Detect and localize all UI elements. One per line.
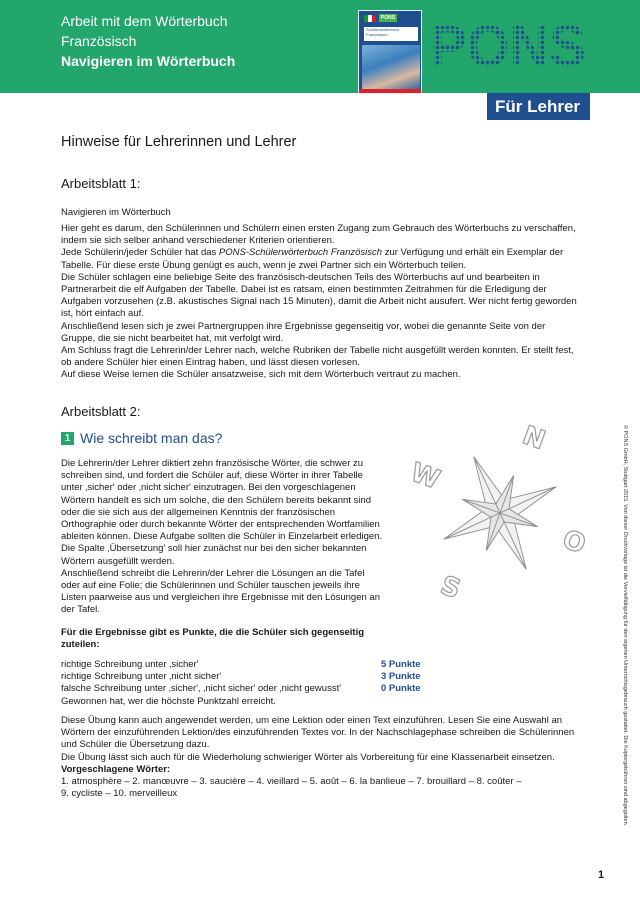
points-row	[61, 659, 441, 671]
sheet2-p4: Die Übung lässt sich auch für die Wiederholung schwieriger Wörter als Vorbereitung für eine Klassenarbeit einsetzen.	[61, 751, 555, 763]
task-title: Wie schreibt man das?	[80, 430, 223, 447]
compass-w: W	[406, 457, 444, 496]
french-flag-icon	[364, 15, 376, 22]
points-heading: Für die Ergebnisse gibt es Punkte, die die Schüler sich gegenseitig zuteilen:	[61, 627, 365, 651]
sheet1-subheading: Navigieren im Wörterbuch	[61, 207, 171, 218]
compass-n: N	[518, 420, 550, 457]
points-label: richtige Schreibung unter ‚nicht sicher'	[61, 671, 222, 683]
page-title: Hinweise für Lehrerinnen und Lehrer	[61, 134, 297, 150]
points-footer: Gewonnen hat, wer die höchste Punktzahl erreicht.	[61, 695, 276, 707]
task-heading	[61, 432, 222, 445]
points-value: 5 Punkte	[381, 659, 421, 670]
compass-s: S	[436, 570, 465, 606]
points-label: richtige Schreibung unter ‚sicher'	[61, 659, 199, 670]
sheet1-p3: Die Schüler schlagen eine beliebige Seite des französisch-deutschen Teils des Wörterbuchs auf und bearbeiten in Partnerarbeit die elf Aufgaben der Tabelle. Dabei ist es ratsam, einen bestimmten Zeitrahmen für die Erledigung der Aufgaben vorzusehen (z.B. akustisches Signal nach 15 Minuten), damit die Arbeit nicht ausufert. Wer nicht fertig geworden ist, hört einfach auf.	[61, 271, 577, 320]
header-line-3: Navigieren im Wörterbuch	[61, 53, 236, 69]
compass-o: O	[558, 524, 590, 561]
pons-logo	[430, 20, 588, 72]
points-value: 3 Punkte	[381, 671, 421, 683]
book-title-box	[364, 27, 418, 41]
sheet2-text	[61, 458, 383, 617]
sheet1-p6: Auf diese Weise lernen die Schüler ansatzweise, sich mit dem Wörterbuch vertraut zu machen.	[61, 369, 461, 381]
sheet1-p2-a: Jede Schülerin/jeder Schüler hat das	[61, 247, 219, 259]
task-number-badge: 1	[61, 432, 74, 445]
words-line-1: 1. atmosphère – 2. manœuvre – 3. saucière – 4. vieillard – 5. août – 6. la banlieue – 7. brouillard – 8. coûter –	[61, 776, 522, 788]
page-number: 1	[598, 869, 605, 881]
audience-label: Für Lehrer	[487, 93, 590, 120]
words-line-2: 9. cycliste – 10. merveilleux	[61, 788, 178, 800]
copyright-side-note: © PONS GmbH, Stuttgart 2015. Von dieser Druckvorlage ist die Vervielfältigung für den eigenen Unterrichtsgebrauch gestattet. Die Kopiergebühren sind abgegolten.	[622, 425, 628, 827]
book-title: Schülerwörterbuch Französisch	[366, 27, 400, 37]
header-titles	[61, 11, 235, 71]
sheet2-extra-text	[61, 715, 581, 764]
points-list	[61, 659, 441, 708]
header-line-2: Französisch	[61, 33, 137, 49]
book-cover-image	[358, 10, 422, 94]
points-value: 0 Punkte	[381, 683, 421, 695]
book-brand-tag: PONS	[380, 15, 396, 21]
pons-logo-text: PONS	[430, 20, 586, 72]
sheet1-p1: Hier geht es darum, den Schülerinnen und Schülern einen ersten Zugang zum Gebrauch des Wörterbuchs zu verschaffen, indem sie sich selber anhand verschiedener Kriterien orientieren.	[61, 223, 576, 247]
sheet1-p2	[61, 247, 581, 271]
sheet2-heading: Arbeitsblatt 2:	[61, 404, 141, 419]
points-label: falsche Schreibung unter ‚sicher', ‚nicht sicher' oder ‚nicht gewusst'	[61, 683, 342, 695]
suggested-words	[61, 764, 581, 801]
points-row	[61, 683, 441, 695]
sheet1-p4: Anschließend lesen sich je zwei Partnergruppen ihre Ergebnisse gegenseitig vor, wobei die genannte Seite von der Gruppe, die sie nicht bearbeitet hat, mit verfolgt wird.	[61, 320, 546, 344]
sheet1-heading: Arbeitsblatt 1:	[61, 176, 141, 191]
header-banner	[0, 0, 640, 93]
sheet1-text	[61, 223, 581, 382]
sheet2-p3: Diese Übung kann auch angewendet werden, um eine Lektion oder einen Text einzuführen. Lesen Sie eine Auswahl an Wörtern der einzuführenden Lektion/des einzuführenden Textes vor. In der Nachschlagephase schreiben die Schülerinnen und Schüler die Übersetzung dazu.	[61, 715, 575, 751]
points-row	[61, 671, 441, 683]
book-stripe	[359, 89, 421, 93]
sheet2-p1: Die Lehrerin/der Lehrer diktiert zehn französische Wörter, die schwer zu schreiben sind, und fordert die Schüler auf, diese Wörter in ihrer Tabelle unter ‚sicher' oder ‚nicht sicher' einzutragen. Bei den vorgeschlagenen Wörtern handelt es sich um solche, die den Schülern bereits bekannt sind oder die sie sich aus der allgemeinen Kenntnis der französischen Orthographie oder durch bekannte Wörter der entsprechenden Wortfamilien ableiten können. Diese Aufgabe sollten die Schüler in Einzelarbeit erledigen. Die Spalte ‚Übersetzung' soll hier zunächst nur bei den sicher bekannten Wörtern ausgefüllt werden.	[61, 458, 383, 567]
book-cover-photo	[362, 45, 420, 91]
sheet2-p2: Anschließend schreibt die Lehrerin/der Lehrer die Lösungen an die Tafel oder auf eine Folie; die Schülerinnen und Schüler tauschen jeweils ihre Listen paarweise aus und vergleichen ihre Ergebnisse mit den Lösungen an der Tafel.	[61, 567, 380, 616]
compass-rose-icon	[405, 418, 605, 608]
sheet1-p2-c: zur Verfügung und erhält ein Exemplar der Tabelle. Für diese erste Übung genügt es auch, wenn je zwei Partner sich ein Wörterbuch teilen.	[61, 247, 564, 271]
sheet1-p5: Am Schluss fragt die Lehrerin/der Lehrer nach, welche Rubriken der Tabelle nicht ausgefüllt werden konnten. Er stellt fest, ob andere Schüler hier einen Eintrag haben, und lässt diesen vorlesen.	[61, 345, 574, 369]
words-heading: Vorgeschlagene Wörter:	[61, 764, 171, 775]
sheet1-book-title: PONS-Schülerwörterbuch Französisch	[218, 247, 383, 259]
header-line-1: Arbeit mit dem Wörterbuch	[61, 13, 228, 29]
